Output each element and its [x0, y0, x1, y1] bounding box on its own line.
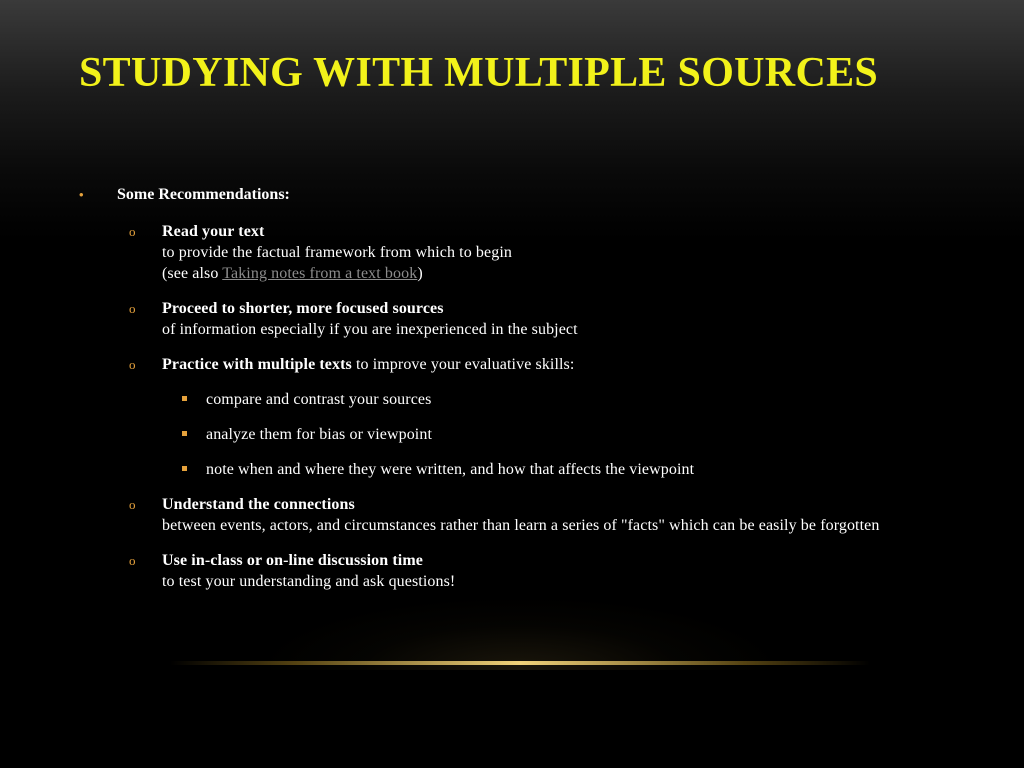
item-heading: Practice with multiple texts — [162, 356, 352, 373]
section-label: Some Recommendations: — [117, 186, 290, 203]
sub-list-item — [79, 459, 949, 480]
section-bullet — [79, 184, 949, 205]
bullet-circle-icon: o — [129, 553, 136, 568]
item-see-also-prefix: (see also — [162, 265, 223, 282]
item-heading: Use in-class or on-line discussion time — [162, 552, 423, 569]
decorative-glow-halo — [270, 600, 770, 670]
list-item-shorter-sources — [79, 298, 949, 340]
item-description: to improve your evaluative skills: — [351, 356, 575, 373]
item-heading: Proceed to shorter, more focused sources — [162, 300, 444, 317]
item-heading: Understand the connections — [162, 496, 355, 513]
bullet-circle-icon: o — [129, 301, 136, 316]
item-description: between events, actors, and circumstances rather than learn a series of "facts" which can be easily be forgotten — [162, 517, 880, 534]
item-heading: Read your text — [162, 223, 265, 240]
item-see-also-suffix: ) — [417, 265, 423, 282]
sub-item-text: compare and contrast your sources — [206, 391, 432, 408]
list-item-multiple-texts — [79, 354, 949, 375]
bullet-circle-icon: o — [129, 224, 136, 239]
item-description: to test your understanding and ask questions! — [162, 573, 456, 590]
item-description: to provide the factual framework from which to begin — [162, 244, 512, 261]
bullet-square-icon — [182, 431, 187, 436]
sub-list-item — [79, 424, 949, 445]
sub-item-text: analyze them for bias or viewpoint — [206, 426, 432, 443]
bullet-circle-icon: o — [129, 357, 136, 372]
bullet-square-icon — [182, 466, 187, 471]
bullet-circle-icon: o — [129, 497, 136, 512]
list-item-read-text — [79, 221, 949, 284]
bullet-square-icon — [182, 396, 187, 401]
sub-list-item — [79, 389, 949, 410]
sub-item-text: note when and where they were written, and how that affects the viewpoint — [206, 461, 695, 478]
slide-title: STUDYING WITH MULTIPLE SOURCES — [79, 50, 879, 96]
list-item-discussion — [79, 550, 949, 592]
slide-content — [79, 184, 949, 592]
textbook-notes-link[interactable]: Taking notes from a text book — [222, 265, 418, 282]
item-description: of information especially if you are inexperienced in the subject — [162, 321, 578, 338]
decorative-gold-rule — [170, 661, 870, 665]
list-item-connections — [79, 494, 949, 536]
bullet-dot-icon: • — [79, 187, 84, 202]
